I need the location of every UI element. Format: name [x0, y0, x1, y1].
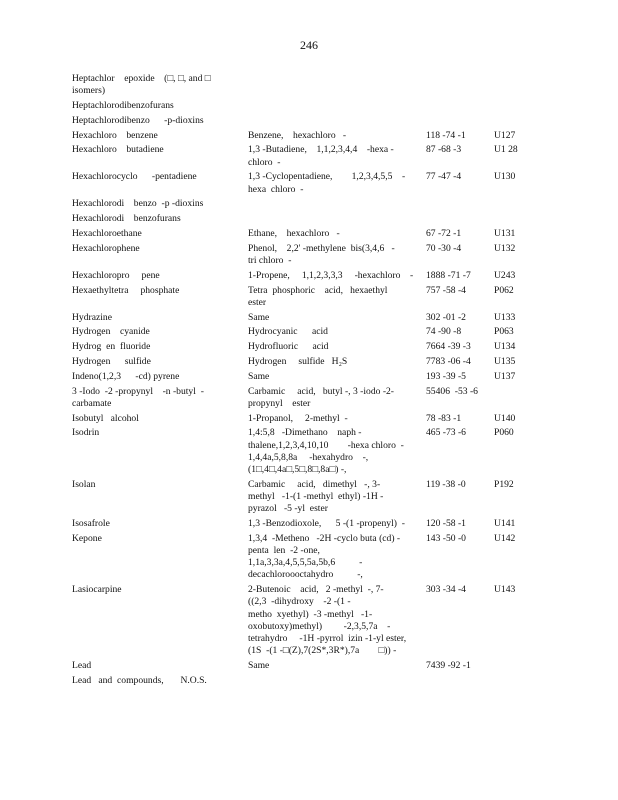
- chemical-name: Isolan: [72, 478, 96, 490]
- table-row: [72, 171, 592, 198]
- synonym: Carbamic acid, dimethyl -, 3- methyl -1-(1 -methyl ethyl) -1H - pyrazol -5 -yl ester: [248, 478, 384, 515]
- chemical-name: Hexachlorodi benzo -p -dioxins: [72, 198, 204, 210]
- table-row: [72, 427, 592, 478]
- waste-code: U130: [494, 171, 516, 183]
- waste-code: U127: [494, 129, 516, 141]
- synonym: Phenol, 2,2' -methylene bis(3,4,6 - tri chloro -: [248, 242, 395, 266]
- chemical-name: Hexachloro benzene: [72, 129, 158, 141]
- synonym: 1,4:5,8 -Dimethano naph - thalene,1,2,3,4,10,10 -hexa chloro - 1,4,4a,5,8,8a -hexahydro -, (1□,4□,4a□,5□,8□,8a□) -,: [248, 427, 404, 475]
- table-row: [72, 326, 592, 341]
- synonym: Ethane, hexachloro -: [248, 227, 340, 239]
- chemical-table: [72, 73, 592, 690]
- waste-code: P192: [494, 478, 514, 490]
- cas-number: 78 -83 -1: [426, 412, 462, 424]
- table-row: [72, 371, 592, 386]
- cas-number: 87 -68 -3: [426, 144, 462, 156]
- cas-number: 465 -73 -6: [426, 427, 466, 439]
- cas-number: 143 -50 -0: [426, 532, 466, 544]
- chemical-name: Indeno(1,2,3 -cd) pyrene: [72, 370, 180, 382]
- chemical-name: Hydrog en fluoride: [72, 341, 151, 353]
- cas-number: 120 -58 -1: [426, 517, 466, 529]
- table-row: [72, 533, 592, 584]
- cas-number: 77 -47 -4: [426, 171, 462, 183]
- table-row: [72, 228, 592, 243]
- synonym: Benzene, hexachloro -: [248, 129, 347, 141]
- cas-number: 119 -38 -0: [426, 478, 466, 490]
- table-row: [72, 341, 592, 356]
- chemical-name: Hexachlorocyclo -pentadiene: [72, 171, 197, 183]
- synonym: Same: [248, 370, 270, 382]
- table-row: [72, 270, 592, 285]
- table-row: [72, 213, 592, 228]
- waste-code: U134: [494, 341, 516, 353]
- waste-code: P062: [494, 284, 514, 296]
- waste-code: P063: [494, 326, 514, 338]
- synonym: 1-Propanol, 2-methyl -: [248, 412, 348, 424]
- cas-number: 67 -72 -1: [426, 227, 462, 239]
- table-row: [72, 243, 592, 270]
- cas-number: 74 -90 -8: [426, 326, 462, 338]
- synonym: 1,3 -Cyclopentadiene, 1,2,3,4,5,5 - hexa chloro -: [248, 171, 406, 195]
- table-row: [72, 479, 592, 518]
- chemical-name: Isodrin: [72, 427, 100, 439]
- chemical-name: Lead: [72, 659, 92, 671]
- cas-number: 118 -74 -1: [426, 129, 466, 141]
- chemical-name: Hexachlorodi benzofurans: [72, 213, 181, 225]
- table-row: [72, 198, 592, 213]
- chemical-name: 3 -Iodo -2 -propynyl -n -butyl - carbamate: [72, 385, 204, 409]
- cas-number: 757 -58 -4: [426, 284, 466, 296]
- cas-number: 193 -39 -5: [426, 370, 466, 382]
- chemical-name: Hydrazine: [72, 311, 112, 323]
- chemical-name: Hexachloroethane: [72, 227, 142, 239]
- synonym: 2-Butenoic acid, 2 -methyl -, 7- ((2,3 -dihydroxy -2 -(1 - metho xyethyl) -3 -methyl -1- oxobutoxy)methyl) -2,3,5,7a - tetrahydro -1H -pyrrol izin -1-yl ester, (1S -(1 -□(Z),7(2S*,3R*),7a □)) -: [248, 584, 407, 657]
- cas-number: 55406 -53 -6: [426, 385, 478, 397]
- waste-code: U141: [494, 517, 516, 529]
- waste-code: U137: [494, 370, 516, 382]
- chemical-name: Heptachlorodibenzofurans: [72, 100, 174, 111]
- cas-number: 7783 -06 -4: [426, 355, 471, 367]
- chemical-name: Hexachloro butadiene: [72, 144, 164, 156]
- chemical-name: Hexachloropro pene: [72, 269, 160, 281]
- page-number: 246: [300, 38, 318, 52]
- waste-code: U143: [494, 584, 516, 596]
- chemical-name: Kepone: [72, 532, 102, 544]
- synonym: Same: [248, 659, 270, 671]
- chemical-name: Lead and compounds, N.O.S.: [72, 674, 207, 686]
- cas-number: 303 -34 -4: [426, 584, 466, 596]
- waste-code: U1 28: [494, 144, 518, 156]
- chemical-name: Hexaethyltetra phosphate: [72, 284, 180, 296]
- synonym: 1,3 -Benzodioxole, 5 -(1 -propenyl) -: [248, 517, 405, 529]
- synonym: Hydrogen sulfide H₂S: [248, 355, 348, 367]
- chemical-name: Lasiocarpine: [72, 584, 122, 596]
- chemical-name: Isosafrole: [72, 517, 110, 529]
- table-row: [72, 584, 592, 660]
- table-row: [72, 312, 592, 327]
- cas-number: 70 -30 -4: [426, 242, 462, 254]
- table-row: [72, 386, 592, 413]
- table-row: [72, 660, 592, 675]
- synonym: 1,3,4 -Metheno -2H -cyclo buta (cd) - penta len -2 -one, 1,1a,3,3a,4,5,5,5a,5b,6 - decachloroooctahydro -,: [248, 532, 401, 581]
- table-row: [72, 675, 592, 690]
- chemical-name: Isobutyl alcohol: [72, 412, 139, 424]
- waste-code: U131: [494, 227, 516, 239]
- synonym: Carbamic acid, butyl -, 3 -iodo -2- propynyl ester: [248, 385, 395, 409]
- synonym: 1,3 -Butadiene, 1,1,2,3,4,4 -hexa - chloro -: [248, 144, 394, 168]
- table-row: [72, 356, 592, 371]
- synonym: Hydrocyanic acid: [248, 326, 328, 338]
- table-row: [72, 518, 592, 533]
- table-row: [72, 144, 592, 171]
- cas-number: 7439 -92 -1: [426, 659, 471, 671]
- chemical-name: Heptachlor epoxide (□, □, and □ isomers): [72, 73, 211, 97]
- chemical-name: Hydrogen cyanide: [72, 326, 150, 338]
- synonym: Hydrofluoric acid: [248, 341, 329, 353]
- table-row: [72, 130, 592, 145]
- table-row: [72, 100, 592, 115]
- cas-number: 1888 -71 -7: [426, 269, 471, 281]
- waste-code: U135: [494, 355, 516, 367]
- table-row: [72, 413, 592, 428]
- chemical-name: Hexachlorophene: [72, 242, 140, 254]
- waste-code: U243: [494, 269, 516, 281]
- table-row: [72, 115, 592, 130]
- chemical-name: Hydrogen sulfide: [72, 355, 151, 367]
- synonym: Tetra phosphoric acid, hexaethyl ester: [248, 284, 388, 308]
- waste-code: U140: [494, 412, 516, 424]
- table-row: [72, 285, 592, 312]
- chemical-name: Heptachlorodibenzo -p-dioxins: [72, 114, 204, 126]
- waste-code: U133: [494, 311, 516, 323]
- table-row: [72, 73, 592, 100]
- cas-number: 302 -01 -2: [426, 311, 466, 323]
- waste-code: U142: [494, 532, 516, 544]
- cas-number: 7664 -39 -3: [426, 341, 471, 353]
- waste-code: P060: [494, 427, 514, 439]
- synonym: Same: [248, 311, 270, 323]
- synonym: 1-Propene, 1,1,2,3,3,3 -hexachloro -: [248, 269, 414, 281]
- waste-code: U132: [494, 242, 516, 254]
